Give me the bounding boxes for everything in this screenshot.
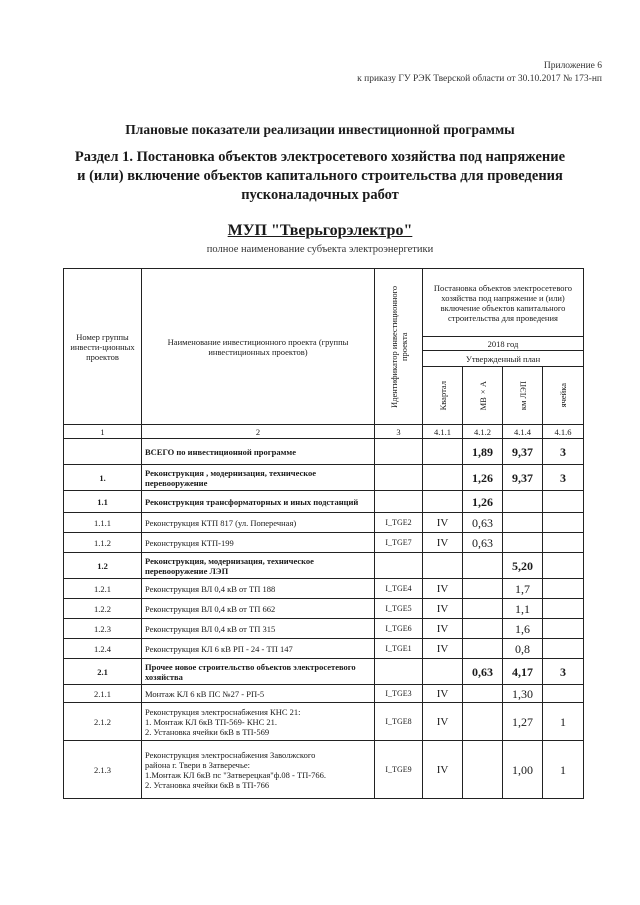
group-number-cell: 2.1.1	[64, 685, 142, 703]
cells-count-cell: 1	[543, 741, 584, 799]
document-title: Плановые показатели реализации инвестиционной программы	[125, 122, 515, 137]
section-heading	[0, 148, 640, 205]
cells-count-cell	[543, 599, 584, 619]
km-cell: 4,17	[503, 659, 543, 685]
km-cell: 9,37	[503, 439, 543, 465]
project-id-cell: I_TGE9	[375, 741, 423, 799]
project-name-cell: Реконструкция ВЛ 0,4 кВ от ТП 315	[142, 619, 375, 639]
table-header	[64, 269, 584, 439]
project-id-cell: I_TGE2	[375, 513, 423, 533]
group-number-cell	[64, 439, 142, 465]
group-number-cell: 1.2	[64, 553, 142, 579]
quarter-cell: IV	[423, 703, 463, 741]
group-number-cell: 1.2.1	[64, 579, 142, 599]
project-id-cell: I_TGE6	[375, 619, 423, 639]
table-body	[64, 439, 584, 799]
group-number-cell: 1.2.2	[64, 599, 142, 619]
cells-count-cell	[543, 491, 584, 513]
header-quarter: Квартал	[437, 380, 448, 411]
cells-count-cell	[543, 639, 584, 659]
annex-number: Приложение 6	[543, 61, 602, 71]
cells-count-cell	[543, 533, 584, 553]
column-number: 4.1.6	[543, 425, 584, 439]
header-commissioning: Постановка объектов электросетевого хозяйства под напряжение и (или) включение объектов капитального строительства для проведения	[423, 269, 584, 337]
project-name-cell: Реконструкция КТП 817 (ул. Поперечная)	[142, 513, 375, 533]
annex-reference	[357, 60, 602, 86]
project-id-cell	[375, 439, 423, 465]
quarter-cell	[423, 553, 463, 579]
table-row	[64, 491, 584, 513]
km-cell	[503, 491, 543, 513]
quarter-cell	[423, 439, 463, 465]
organization-caption: полное наименование субъекта электроэнергетики	[206, 244, 434, 255]
mva-cell: 0,63	[463, 513, 503, 533]
project-id-cell: I_TGE5	[375, 599, 423, 619]
quarter-cell: IV	[423, 639, 463, 659]
project-id-cell	[375, 659, 423, 685]
project-name-cell: Реконструкция КЛ 6 кВ РП - 24 - ТП 147	[142, 639, 375, 659]
cells-count-cell: 1	[543, 703, 584, 741]
table-row	[64, 465, 584, 491]
project-name-cell: Реконструкция ВЛ 0,4 кВ от ТП 188	[142, 579, 375, 599]
cells-count-cell: 3	[543, 659, 584, 685]
column-numbering-row	[64, 425, 584, 439]
km-cell	[503, 533, 543, 553]
annex-order: к приказу ГУ РЭК Тверской области от 30.10.2017 № 173-нп	[357, 74, 602, 84]
project-name-line: 2. Установка ячейки 6кВ в ТП-569	[145, 726, 270, 737]
quarter-cell	[423, 659, 463, 685]
column-number: 4.1.2	[463, 425, 503, 439]
table-row	[64, 685, 584, 703]
km-cell: 1,30	[503, 685, 543, 703]
project-id-cell	[375, 491, 423, 513]
project-id-cell: I_TGE1	[375, 639, 423, 659]
mva-cell: 1,26	[463, 465, 503, 491]
table-row	[64, 439, 584, 465]
table-row	[64, 659, 584, 685]
header-project-id: Идентификатор инвестиционного проекта	[388, 285, 409, 408]
km-cell	[503, 513, 543, 533]
mva-cell	[463, 741, 503, 799]
project-id-cell	[375, 553, 423, 579]
organization-name-text: МУП "Тверьгорэлектро"	[227, 222, 413, 239]
header-approved-plan: Утвержденный план	[423, 351, 584, 367]
project-name-cell	[142, 741, 375, 799]
km-cell: 5,20	[503, 553, 543, 579]
project-id-cell: I_TGE3	[375, 685, 423, 703]
km-cell: 0,8	[503, 639, 543, 659]
header-km-cell	[503, 367, 543, 425]
project-name-cell: Реконструкция КТП-199	[142, 533, 375, 553]
project-name-line: 2. Установка ячейки 6кВ в ТП-766	[145, 779, 270, 790]
mva-cell: 0,63	[463, 659, 503, 685]
table-row	[64, 513, 584, 533]
quarter-cell: IV	[423, 685, 463, 703]
project-name-cell: Прочее новое строительство объектов электросетевого хозяйства	[142, 659, 375, 685]
km-cell: 9,37	[503, 465, 543, 491]
project-name-cell: Реконструкция, модернизация, техническое перевооружение ЛЭП	[142, 553, 375, 579]
quarter-cell	[423, 491, 463, 513]
table-row	[64, 703, 584, 741]
organization-name	[0, 222, 640, 240]
header-km: км ЛЭП	[517, 380, 528, 411]
cells-count-cell	[543, 579, 584, 599]
quarter-cell: IV	[423, 599, 463, 619]
km-cell: 1,1	[503, 599, 543, 619]
group-number-cell: 2.1.2	[64, 703, 142, 741]
header-mva-cell	[463, 367, 503, 425]
mva-cell: 1,89	[463, 439, 503, 465]
project-name-cell: ВСЕГО по инвестиционной программе	[142, 439, 375, 465]
table-row	[64, 599, 584, 619]
quarter-cell: IV	[423, 579, 463, 599]
column-number: 4.1.1	[423, 425, 463, 439]
project-name-line: Реконструкция электроснабжения КНС 21:	[145, 706, 301, 717]
header-cells: ячейка	[558, 383, 568, 408]
km-cell: 1,6	[503, 619, 543, 639]
group-number-cell: 1.1.1	[64, 513, 142, 533]
group-number-cell: 2.1.3	[64, 741, 142, 799]
header-group-number: Номер группы инвести-ционных проектов	[64, 269, 142, 425]
cells-count-cell	[543, 685, 584, 703]
mva-cell	[463, 639, 503, 659]
project-name-line: 1.Монтаж КЛ 6кВ пс "Затверецкая"ф.08 - ТП-766.	[145, 769, 326, 780]
project-name-line: Реконструкция электроснабжения Заволжского	[145, 749, 316, 760]
project-name-line: 1. Монтаж КЛ 6кВ ТП-569- КНС 21.	[145, 716, 278, 727]
project-id-cell: I_TGE8	[375, 703, 423, 741]
column-number: 4.1.4	[503, 425, 543, 439]
quarter-cell	[423, 465, 463, 491]
quarter-cell: IV	[423, 741, 463, 799]
project-name-cell: Реконструкция , модернизация, техническое перевооружение	[142, 465, 375, 491]
project-name-cell: Реконструкция ВЛ 0,4 кВ от ТП 662	[142, 599, 375, 619]
group-number-cell: 1.	[64, 465, 142, 491]
project-name-line: района г. Твери в Затверечье:	[145, 759, 250, 770]
project-id-cell	[375, 465, 423, 491]
table-row	[64, 579, 584, 599]
cells-count-cell: 3	[543, 439, 584, 465]
project-name-cell	[142, 703, 375, 741]
mva-cell	[463, 619, 503, 639]
quarter-cell: IV	[423, 533, 463, 553]
section-heading-line-3: пусконаладочных работ	[241, 187, 399, 203]
section-heading-line-1: Раздел 1. Постановка объектов электросетевого хозяйства под напряжение	[74, 149, 566, 165]
mva-cell: 0,63	[463, 533, 503, 553]
table-row	[64, 619, 584, 639]
quarter-cell: IV	[423, 513, 463, 533]
section-heading-line-2: и (или) включение объектов капитального строительства для проведения	[77, 168, 563, 184]
mva-cell	[463, 599, 503, 619]
mva-cell	[463, 553, 503, 579]
cells-count-cell	[543, 513, 584, 533]
group-number-cell: 1.1	[64, 491, 142, 513]
header-mva: МВ×А	[477, 380, 488, 411]
column-number: 3	[375, 425, 423, 439]
project-id-cell: I_TGE4	[375, 579, 423, 599]
table-row	[64, 741, 584, 799]
table-row	[64, 639, 584, 659]
investment-plan-table	[63, 268, 584, 799]
table-row	[64, 553, 584, 579]
km-cell: 1,00	[503, 741, 543, 799]
mva-cell	[463, 579, 503, 599]
column-number: 1	[64, 425, 142, 439]
header-project-name: Наименование инвестиционного проекта (группы инвестиционных проектов)	[142, 269, 375, 425]
header-year: 2018 год	[423, 337, 584, 351]
header-quarter-cell	[423, 367, 463, 425]
cells-count-cell: 3	[543, 465, 584, 491]
mva-cell	[463, 685, 503, 703]
project-name-cell: Реконструкция трансформаторных и иных подстанций	[142, 491, 375, 513]
group-number-cell: 2.1	[64, 659, 142, 685]
group-number-cell: 1.2.3	[64, 619, 142, 639]
group-number-cell: 1.1.2	[64, 533, 142, 553]
cells-count-cell	[543, 619, 584, 639]
mva-cell: 1,26	[463, 491, 503, 513]
cells-count-cell	[543, 553, 584, 579]
header-cells-cell	[543, 367, 584, 425]
project-name-cell: Монтаж КЛ 6 кВ ПС №27 - РП-5	[142, 685, 375, 703]
quarter-cell: IV	[423, 619, 463, 639]
mva-cell	[463, 703, 503, 741]
table-row	[64, 533, 584, 553]
km-cell: 1,7	[503, 579, 543, 599]
project-id-cell: I_TGE7	[375, 533, 423, 553]
column-number: 2	[142, 425, 375, 439]
header-project-id-cell	[375, 269, 423, 425]
km-cell: 1,27	[503, 703, 543, 741]
group-number-cell: 1.2.4	[64, 639, 142, 659]
